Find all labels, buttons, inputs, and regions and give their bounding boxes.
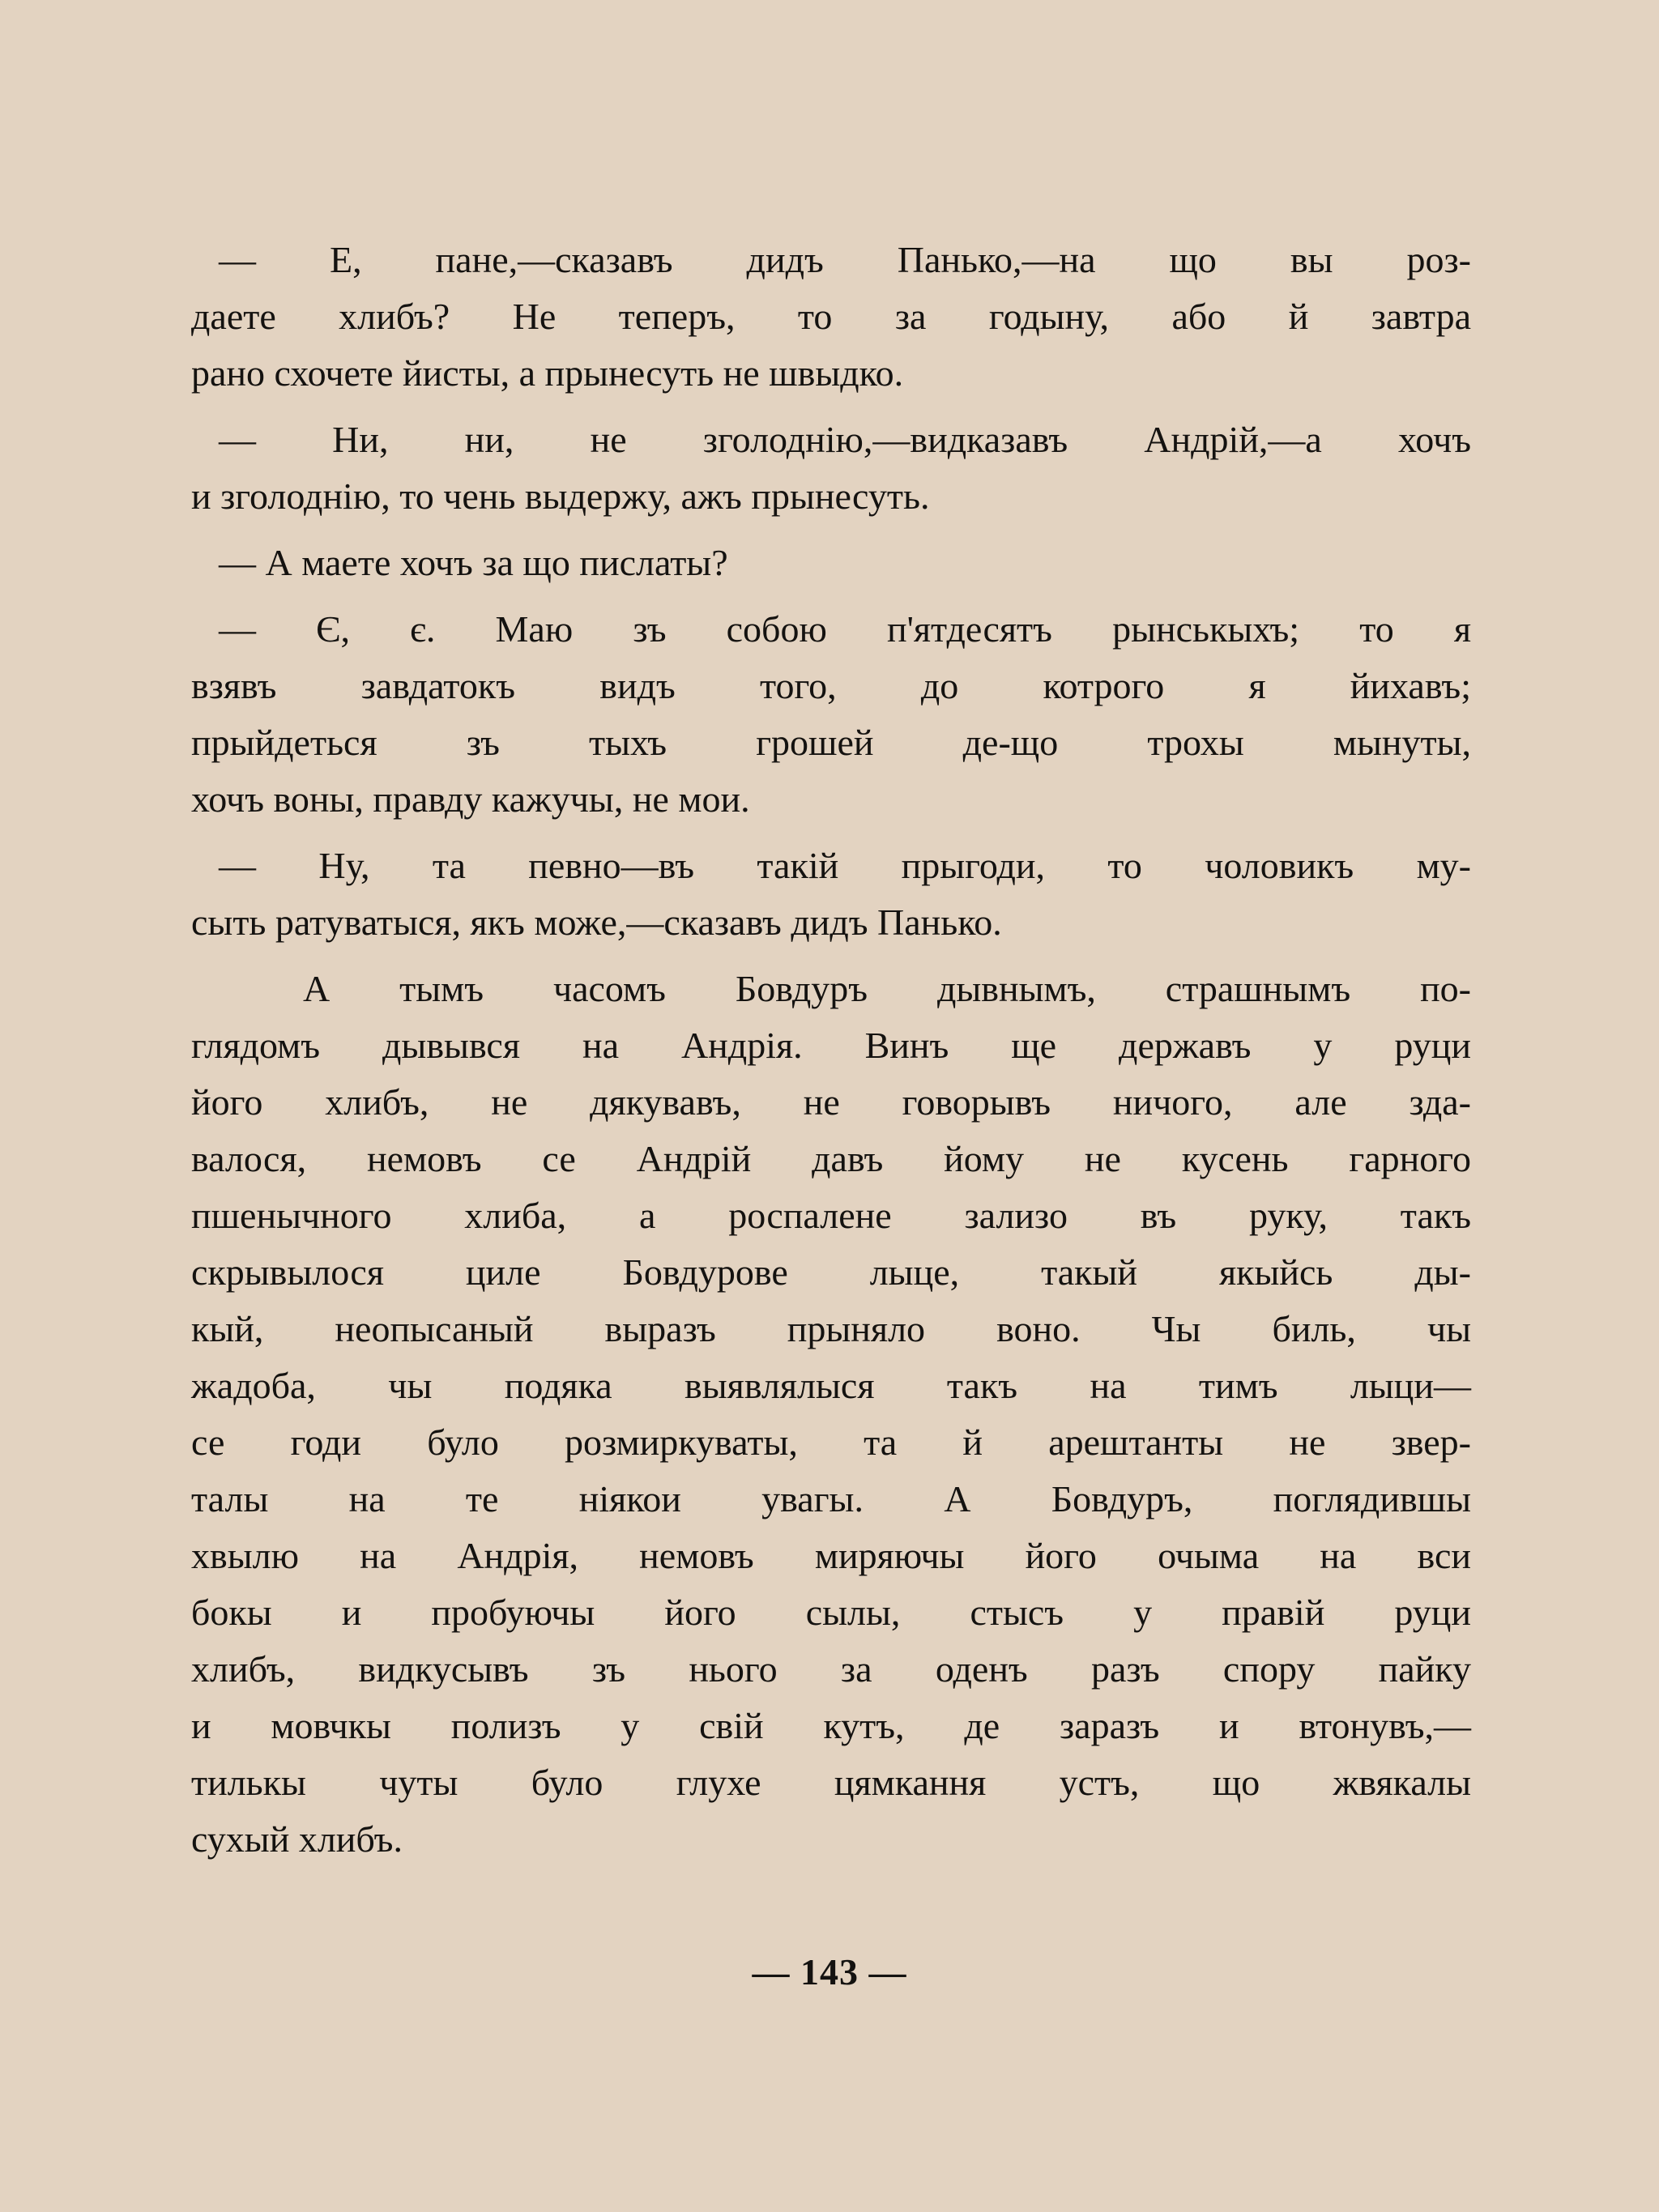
text-line: талы на те ніякои увагы. А Бовдуръ, поглядившы [191, 1478, 1471, 1519]
page-number: — 143 — [752, 1951, 907, 1993]
text-line: сыть ратуватыся, якъ може,—сказавъ дидъ Панько. [191, 901, 1002, 943]
text-line: хвылю на Андрія, немовъ миряючы його очыма на вси [191, 1535, 1471, 1576]
text-line: се годи було розмиркуваты, та й арештанты не звер- [191, 1421, 1471, 1463]
text-line: взявъ завдатокъ видъ того, до котрого я йихавъ; [191, 665, 1471, 706]
text-line: тилькы чуты було глухе цямкання устъ, що жвякалы [191, 1762, 1471, 1803]
text-line: хлибъ, видкусывъ зъ нього за оденъ разъ спору пайку [191, 1648, 1471, 1690]
text-line: — Ни, ни, не зголоднію,—видказавъ Андрій,—а хочъ [219, 419, 1471, 460]
text-line: и мовчкы полизъ у свій кутъ, де заразъ и втонувъ,— [191, 1705, 1471, 1746]
text-line: рано схочете йисты, а прынесуть не швыдко. [191, 352, 904, 394]
text-line: хочъ воны, правду кажучы, не мои. [191, 778, 750, 820]
text-line: прыйдеться зъ тыхъ грошей де-що трохы мынуты, [191, 722, 1471, 763]
text-line: — Є, є. Маю зъ собою п'ятдесятъ рынськыхъ; то я [219, 608, 1471, 650]
text-line: кый, неопысаный выразъ прыняло воно. Чы биль, чы [191, 1308, 1471, 1349]
text-line: сухый хлибъ. [191, 1818, 403, 1860]
text-line: його хлибъ, не дякувавъ, не говорывъ ничого, але зда- [191, 1081, 1471, 1123]
text-line: даете хлибъ? Не теперъ, то за годыну, або й завтра [191, 296, 1471, 337]
text-line: А тымъ часомъ Бовдуръ дывнымъ, страшнымъ по- [303, 968, 1471, 1009]
text-line: жадоба, чы подяка выявлялыся такъ на тимъ лыци— [191, 1365, 1471, 1406]
page-text [191, 232, 1471, 1868]
text-line: — Ну, та певно—въ такій прыгоди, то чоловикъ му- [219, 845, 1471, 886]
text-line: — Е, пане,—сказавъ дидъ Панько,—на що вы роз- [219, 239, 1471, 280]
text-line: — А маете хочъ за що пислаты? [219, 542, 728, 583]
text-line: бокы и пробуючы його сылы, стысъ у правій руци [191, 1592, 1471, 1633]
text-line: скрывылося циле Бовдурове лыце, такый якыйсь ды- [191, 1251, 1471, 1293]
text-line: и зголоднію, то чень выдержу, ажъ прынесуть. [191, 475, 930, 517]
text-line: пшенычного хлиба, а роспалене зализо въ руку, такъ [191, 1195, 1471, 1236]
text-line: валося, немовъ се Андрій давъ йому не кусень гарного [191, 1138, 1471, 1179]
text-line: глядомъ дывывся на Андрія. Винъ ще державъ у руци [191, 1025, 1471, 1066]
